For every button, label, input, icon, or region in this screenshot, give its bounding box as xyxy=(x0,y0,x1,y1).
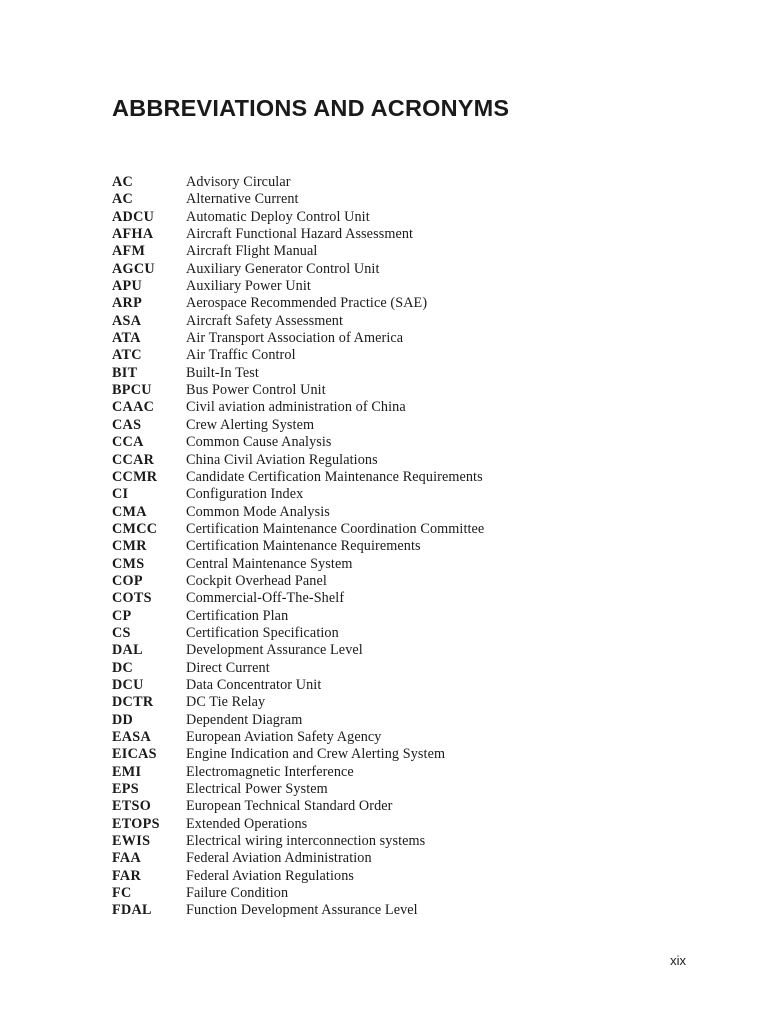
abbreviation-entry xyxy=(112,486,672,503)
abbreviation-definition: Alternative Current xyxy=(186,191,299,208)
abbreviation-entry xyxy=(112,729,672,746)
abbreviation-entry xyxy=(112,781,672,798)
abbreviation-entry xyxy=(112,746,672,763)
abbreviation-definition: Built-In Test xyxy=(186,364,259,381)
abbreviation-term: DD xyxy=(112,711,134,728)
abbreviation-term: CAS xyxy=(112,416,142,433)
abbreviation-term: EASA xyxy=(112,729,152,745)
abbreviation-definition: Federal Aviation Administration xyxy=(186,850,372,867)
abbreviation-term: CMS xyxy=(112,555,145,572)
abbreviation-term: AC xyxy=(112,174,134,190)
abbreviation-entry xyxy=(112,556,672,573)
abbreviation-term: CP xyxy=(112,607,132,624)
abbreviation-definition: Aircraft Safety Assessment xyxy=(186,312,344,329)
abbreviation-definition: Failure Condition xyxy=(186,885,289,902)
abbreviation-definition: Automatic Deploy Control Unit xyxy=(186,208,370,225)
abbreviation-definition: Engine Indication and Crew Alerting System xyxy=(186,746,446,763)
abbreviation-definition: Civil aviation administration of China xyxy=(186,399,406,416)
abbreviation-definition: Electromagnetic Interference xyxy=(186,763,354,780)
abbreviation-definition: Cockpit Overhead Panel xyxy=(186,572,327,589)
abbreviation-entry xyxy=(112,469,672,486)
abbreviation-entry xyxy=(112,365,672,382)
abbreviation-entry xyxy=(112,191,672,208)
abbreviation-term: BIT xyxy=(112,364,138,381)
abbreviation-term: EPS xyxy=(112,781,139,798)
abbreviation-term: FAR xyxy=(112,867,142,884)
abbreviation-definition: Candidate Certification Maintenance Requirements xyxy=(186,468,483,485)
abbreviation-entry xyxy=(112,382,672,399)
abbreviation-term: ATA xyxy=(112,330,141,347)
abbreviation-term: CS xyxy=(112,624,131,641)
abbreviation-entry xyxy=(112,625,672,642)
abbreviation-term: EWIS xyxy=(112,833,151,850)
abbreviation-term: ETOPS xyxy=(112,815,160,832)
abbreviation-definition: Common Cause Analysis xyxy=(186,434,332,451)
abbreviation-definition: Development Assurance Level xyxy=(186,642,363,659)
abbreviation-term: APU xyxy=(112,278,143,295)
abbreviation-term: AGCU xyxy=(112,260,155,277)
abbreviation-entry xyxy=(112,677,672,694)
abbreviation-definition: Common Mode Analysis xyxy=(186,503,330,520)
abbreviation-definition: Aircraft Flight Manual xyxy=(186,243,318,260)
abbreviation-entry xyxy=(112,660,672,677)
abbreviation-definition: Advisory Circular xyxy=(186,174,291,190)
abbreviation-definition: European Aviation Safety Agency xyxy=(186,729,382,745)
abbreviation-definition: Bus Power Control Unit xyxy=(186,382,326,399)
abbreviation-term: CCA xyxy=(112,434,144,451)
abbreviation-term: EMI xyxy=(112,763,142,780)
abbreviation-entry xyxy=(112,573,672,590)
abbreviation-entry xyxy=(112,608,672,625)
abbreviation-entry xyxy=(112,850,672,867)
abbreviation-definition: Data Concentrator Unit xyxy=(186,676,322,693)
abbreviation-term: ADCU xyxy=(112,208,155,225)
abbreviation-definition: Electrical Power System xyxy=(186,781,328,798)
abbreviation-term: ETSO xyxy=(112,798,152,815)
abbreviation-entry xyxy=(112,313,672,330)
abbreviation-entry xyxy=(112,885,672,902)
abbreviation-definition: DC Tie Relay xyxy=(186,694,266,711)
abbreviation-term: CCMR xyxy=(112,468,158,485)
abbreviation-list xyxy=(112,174,672,920)
abbreviation-term: CMA xyxy=(112,503,147,520)
abbreviation-definition: Commercial-Off-The-Shelf xyxy=(186,590,345,607)
abbreviation-entry xyxy=(112,434,672,451)
abbreviation-entry xyxy=(112,642,672,659)
abbreviation-definition: Dependent Diagram xyxy=(186,711,303,728)
abbreviation-entry xyxy=(112,295,672,312)
abbreviation-entry xyxy=(112,538,672,555)
abbreviation-definition: Certification Maintenance Coordination Committee xyxy=(186,520,485,537)
abbreviation-definition: European Technical Standard Order xyxy=(186,798,393,815)
abbreviation-definition: Auxiliary Power Unit xyxy=(186,278,311,295)
abbreviation-entry xyxy=(112,868,672,885)
abbreviation-entry xyxy=(112,694,672,711)
abbreviation-definition: Air Transport Association of America xyxy=(186,330,404,347)
abbreviation-entry xyxy=(112,590,672,607)
abbreviation-term: CCAR xyxy=(112,451,155,468)
abbreviation-entry xyxy=(112,764,672,781)
abbreviation-entry xyxy=(112,798,672,815)
abbreviation-term: COTS xyxy=(112,590,152,607)
abbreviation-definition: Central Maintenance System xyxy=(186,555,353,572)
abbreviation-term: FAA xyxy=(112,850,142,867)
abbreviation-term: FDAL xyxy=(112,902,152,919)
abbreviation-term: CI xyxy=(112,486,129,503)
abbreviation-entry xyxy=(112,278,672,295)
abbreviation-definition: Aerospace Recommended Practice (SAE) xyxy=(186,295,428,312)
abbreviation-term: AFM xyxy=(112,243,146,260)
abbreviation-entry xyxy=(112,174,672,191)
abbreviation-definition: Configuration Index xyxy=(186,486,304,503)
abbreviation-entry xyxy=(112,261,672,278)
abbreviation-term: CAAC xyxy=(112,399,155,416)
abbreviation-definition: China Civil Aviation Regulations xyxy=(186,451,378,468)
abbreviation-definition: Federal Aviation Regulations xyxy=(186,867,355,884)
abbreviation-term: DCTR xyxy=(112,694,154,711)
abbreviation-entry xyxy=(112,452,672,469)
abbreviation-term: DCU xyxy=(112,676,144,693)
abbreviation-term: AC xyxy=(112,191,134,208)
abbreviation-entry xyxy=(112,347,672,364)
abbreviation-term: DAL xyxy=(112,642,143,659)
abbreviation-definition: Direct Current xyxy=(186,659,270,676)
abbreviation-term: BPCU xyxy=(112,382,152,399)
abbreviation-entry xyxy=(112,243,672,260)
abbreviation-entry xyxy=(112,712,672,729)
abbreviation-entry xyxy=(112,833,672,850)
abbreviation-term: EICAS xyxy=(112,746,157,763)
abbreviation-entry xyxy=(112,209,672,226)
abbreviation-definition: Certification Specification xyxy=(186,624,339,641)
abbreviation-definition: Crew Alerting System xyxy=(186,416,315,433)
abbreviation-definition: Air Traffic Control xyxy=(186,347,296,364)
abbreviation-entry xyxy=(112,399,672,416)
page-number: xix xyxy=(670,953,686,968)
abbreviation-term: COP xyxy=(112,572,143,589)
abbreviation-definition: Certification Plan xyxy=(186,607,289,624)
abbreviation-definition: Electrical wiring interconnection systems xyxy=(186,833,426,850)
abbreviation-term: ATC xyxy=(112,347,142,364)
abbreviation-definition: Extended Operations xyxy=(186,815,308,832)
page-title: ABBREVIATIONS AND ACRONYMS xyxy=(112,95,510,121)
abbreviation-entry xyxy=(112,816,672,833)
abbreviation-definition: Function Development Assurance Level xyxy=(186,902,418,919)
abbreviation-entry xyxy=(112,902,672,919)
abbreviation-entry xyxy=(112,226,672,243)
abbreviation-entry xyxy=(112,417,672,434)
abbreviation-entry xyxy=(112,504,672,521)
abbreviation-term: ARP xyxy=(112,295,143,312)
abbreviation-entry xyxy=(112,330,672,347)
abbreviation-definition: Aircraft Functional Hazard Assessment xyxy=(186,226,414,243)
abbreviation-term: CMCC xyxy=(112,520,158,537)
abbreviation-term: AFHA xyxy=(112,226,154,243)
abbreviation-definition: Auxiliary Generator Control Unit xyxy=(186,260,380,277)
abbreviation-term: DC xyxy=(112,659,134,676)
abbreviation-entry xyxy=(112,521,672,538)
abbreviation-term: FC xyxy=(112,885,132,902)
abbreviation-definition: Certification Maintenance Requirements xyxy=(186,538,421,555)
abbreviation-term: ASA xyxy=(112,312,142,329)
abbreviation-term: CMR xyxy=(112,538,147,555)
